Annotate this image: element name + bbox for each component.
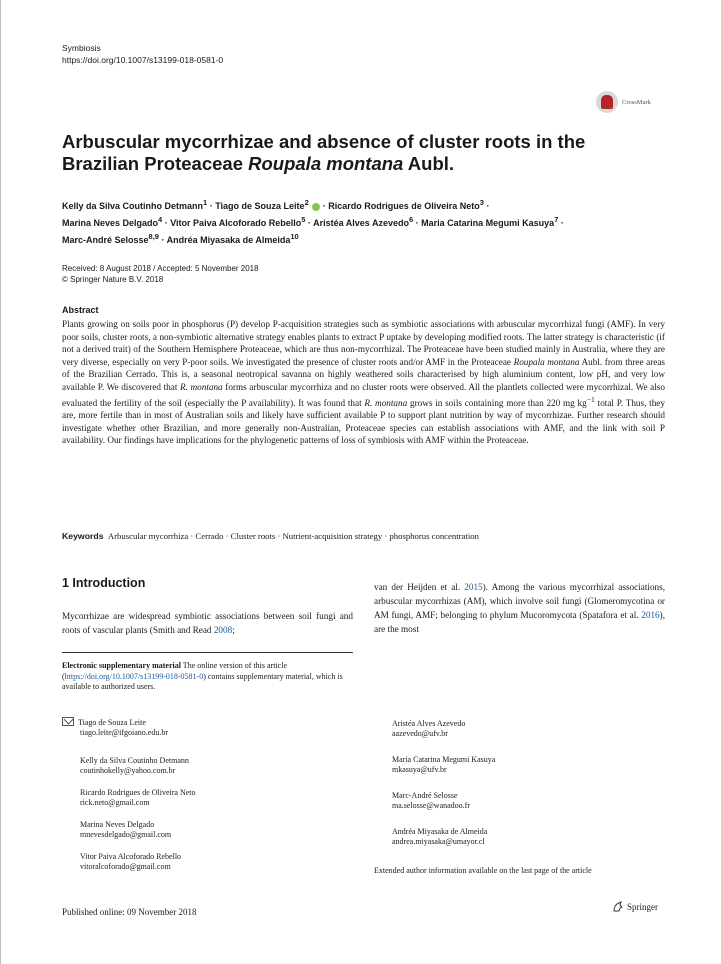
journal-doi[interactable]: https://doi.org/10.1007/s13199-018-0581-0 bbox=[62, 55, 224, 65]
journal-header bbox=[62, 42, 223, 66]
article-dates bbox=[62, 263, 259, 285]
author-contact bbox=[80, 756, 189, 776]
contact-name: Tiago de Souza Leite bbox=[78, 718, 146, 727]
footnote-divider bbox=[62, 652, 353, 653]
crossmark-icon bbox=[596, 91, 618, 113]
crossmark-badge[interactable] bbox=[596, 91, 651, 113]
published-online: Published online: 09 November 2018 bbox=[62, 907, 197, 917]
intro-right-column bbox=[374, 580, 665, 636]
crossmark-label: CrossMark bbox=[622, 98, 651, 106]
abstract-species: R. montana bbox=[364, 397, 408, 408]
author-line-1 bbox=[62, 196, 672, 213]
author-separator: · bbox=[483, 201, 490, 211]
abstract-text: Aubl. from three areas of the Brazilian Cerrado. This is, a seasonal neotropical savanna on highly weathered soils characterised by high aluminium content, low pH, and very low available P. We discovered that bbox=[62, 356, 665, 392]
author-line-2 bbox=[62, 213, 672, 230]
author-contact bbox=[392, 827, 487, 847]
abstract-text: total P. Thus, they are, more fertile than in most of Australian soils and likely have sufficient available P to support plant nutrition by way of mycorrhizae. Further research should investigate whether other Brazilian, and more generally non-Australian, Proteaceae species can establish associations with AMF, and the link with soil P availability. Our findings have implications for the phylogenetic patterns of loss of symbiosis with AMF within the Proteaceae. bbox=[62, 397, 665, 446]
abstract-text: forms arbuscular mycorrhiza and no cluster roots were observed. All the plantlets collected were mycorrhizal. We also evaluated the fertility of the soil (especially the P availability). It was found that bbox=[62, 381, 665, 408]
keywords bbox=[62, 531, 672, 541]
contact-email[interactable]: ma.selosse@wanadoo.fr bbox=[392, 801, 471, 810]
contact-name: Marc-André Selosse bbox=[392, 791, 458, 800]
envelope-icon bbox=[62, 717, 74, 726]
contact-name: Maria Catarina Megumi Kasuya bbox=[392, 755, 496, 764]
body-text: ), are the most bbox=[374, 610, 665, 634]
author-contact bbox=[392, 719, 465, 739]
author-affiliation: 7 bbox=[554, 215, 559, 224]
contact-email[interactable]: mkasuya@ufv.br bbox=[392, 765, 447, 774]
section-heading-introduction: 1 Introduction bbox=[62, 576, 146, 590]
author-name[interactable]: Kelly da Silva Coutinho Detmann bbox=[62, 201, 204, 211]
contact-email[interactable]: mnevesdelgado@gmail.com bbox=[80, 830, 172, 839]
author-separator: · bbox=[558, 218, 564, 228]
contact-name: Marina Neves Delgado bbox=[80, 820, 155, 829]
contact-email[interactable]: vitoralcoforado@gmail.com bbox=[80, 862, 171, 871]
author-name[interactable]: · Andréa Miyasaka de Almeida bbox=[158, 235, 291, 245]
abstract-text: Plants growing on soils poor in phosphorus (P) develop P-acquisition strategies such as symbiotic associations with arbuscular mycorrhizal fungi (AMF). In very poor soils, cluster roots, a non-symbiotic alternative strategy enables plants to extract P uptake by developing modified roots. The latter strategy is characteristic (if not a derived trait) of the Southern Hemisphere Proteaceae, which are thus non-mycorrhizal. The Proteaceae have been studied mainly in Australia, where they are very diverse, especially on very P-poor soils. We investigated the presence of cluster roots and/or AMF in the Proteaceae bbox=[62, 319, 665, 367]
author-affiliation: 8,9 bbox=[148, 232, 159, 241]
author-contact bbox=[80, 820, 171, 840]
contact-name: Ricardo Rodrigues de Oliveira Neto bbox=[80, 788, 196, 797]
author-contact bbox=[80, 788, 196, 808]
author-list bbox=[62, 196, 672, 247]
body-text: Mycorrhizae are widespread symbiotic associations between soil fungi and roots of vascular plants (Smith and Read bbox=[62, 611, 353, 635]
contact-email[interactable]: aazevedo@ufv.br bbox=[392, 729, 448, 738]
abstract-species: R. montana bbox=[179, 381, 223, 392]
author-affiliation: 2 bbox=[304, 198, 309, 207]
author-affiliation: 4 bbox=[158, 215, 163, 224]
title-species: Roupala montana bbox=[248, 153, 404, 174]
author-affiliation: 5 bbox=[301, 215, 306, 224]
abstract-body bbox=[62, 318, 665, 447]
abstract-heading: Abstract bbox=[62, 305, 99, 315]
citation-link[interactable]: 2015 bbox=[464, 582, 483, 592]
author-name[interactable]: · Maria Catarina Megumi Kasuya bbox=[413, 218, 555, 228]
author-affiliation: 6 bbox=[408, 215, 414, 224]
contact-email[interactable]: andrea.miyasaka@umayor.cl bbox=[392, 837, 485, 846]
title-text: Arbuscular mycorrhizae and absence of cluster roots in the Brazilian Proteaceae bbox=[62, 131, 586, 174]
author-name[interactable]: · Aristéa Alves Azevedo bbox=[305, 218, 409, 228]
esm-link[interactable]: https://doi.org/10.1007/s13199-018-0581-0 bbox=[64, 671, 204, 681]
publisher-name: Springer bbox=[627, 902, 658, 912]
abstract-text: grows in soils containing more than 220 mg kg bbox=[407, 397, 587, 408]
springer-horse-icon bbox=[612, 901, 624, 913]
contact-email[interactable]: tiago.leite@ifgoiano.edu.br bbox=[80, 728, 169, 737]
citation-link[interactable]: 2016 bbox=[641, 610, 660, 620]
extended-author-note: Extended author information available on the last page of the article bbox=[374, 866, 592, 875]
contact-name: Aristéa Alves Azevedo bbox=[392, 719, 466, 728]
title-suffix: Aubl. bbox=[403, 153, 455, 174]
keywords-label: Keywords bbox=[62, 531, 104, 541]
publisher-logo bbox=[612, 901, 658, 913]
keywords-text: Arbuscular mycorrhiza · Cerrado · Cluster roots · Nutrient-acquisition strategy · phosphorus concentration bbox=[107, 531, 479, 541]
esm-label: Electronic supplementary material bbox=[62, 661, 181, 670]
journal-name: Symbiosis bbox=[62, 43, 101, 53]
author-name[interactable]: · Tiago de Souza Leite bbox=[207, 201, 305, 211]
author-name[interactable]: Marc-André Selosse bbox=[62, 235, 149, 245]
article-title bbox=[62, 131, 662, 175]
unit-exponent: −1 bbox=[586, 394, 595, 404]
body-text: ; bbox=[232, 625, 235, 635]
contact-email[interactable]: coutinhokelly@yahoo.com.br bbox=[80, 766, 176, 775]
author-affiliation: 10 bbox=[290, 232, 299, 241]
received-accepted: Received: 8 August 2018 / Accepted: 5 November 2018 bbox=[62, 264, 259, 273]
page-edge bbox=[0, 0, 1, 964]
contact-name: Vitor Paiva Alcoforado Rebello bbox=[80, 852, 182, 861]
author-contact bbox=[80, 852, 181, 872]
copyright: © Springer Nature B.V. 2018 bbox=[62, 275, 164, 284]
supplementary-note bbox=[62, 661, 353, 693]
body-text: van der Heijden et al. bbox=[374, 582, 465, 592]
author-affiliation: 1 bbox=[203, 198, 208, 207]
esm-text: ) contains supplementary material, which is available to authorized users. bbox=[62, 671, 343, 691]
contact-name: Andréa Miyasaka de Almeida bbox=[392, 827, 488, 836]
corresponding-author-contact bbox=[62, 716, 168, 738]
esm-text: The online version of this article ( bbox=[62, 661, 287, 681]
intro-left-column bbox=[62, 609, 353, 637]
contact-name: Kelly da Silva Coutinho Detmann bbox=[80, 756, 189, 765]
body-text: ). Among the various mycorrhizal associations, arbuscular mycorrhizas (AM), which involve soil fungi (Glomeromycotina or AM fungi, AMF; belonging to phylum Mucoromycota (Spatafora et al. bbox=[374, 582, 665, 620]
author-affiliation: 3 bbox=[479, 198, 484, 207]
contact-email[interactable]: rick.neto@gmail.com bbox=[80, 798, 150, 807]
author-line-3 bbox=[62, 230, 672, 247]
author-contact bbox=[392, 755, 495, 775]
author-name[interactable]: · Ricardo Rodrigues de Oliveira Neto bbox=[320, 201, 480, 211]
author-name[interactable]: · Vitor Paiva Alcoforado Rebello bbox=[162, 218, 302, 228]
author-name[interactable]: Marina Neves Delgado bbox=[62, 218, 159, 228]
citation-link[interactable]: 2008 bbox=[213, 625, 233, 635]
author-contact bbox=[392, 791, 470, 811]
abstract-species: Roupala montana bbox=[513, 356, 580, 367]
